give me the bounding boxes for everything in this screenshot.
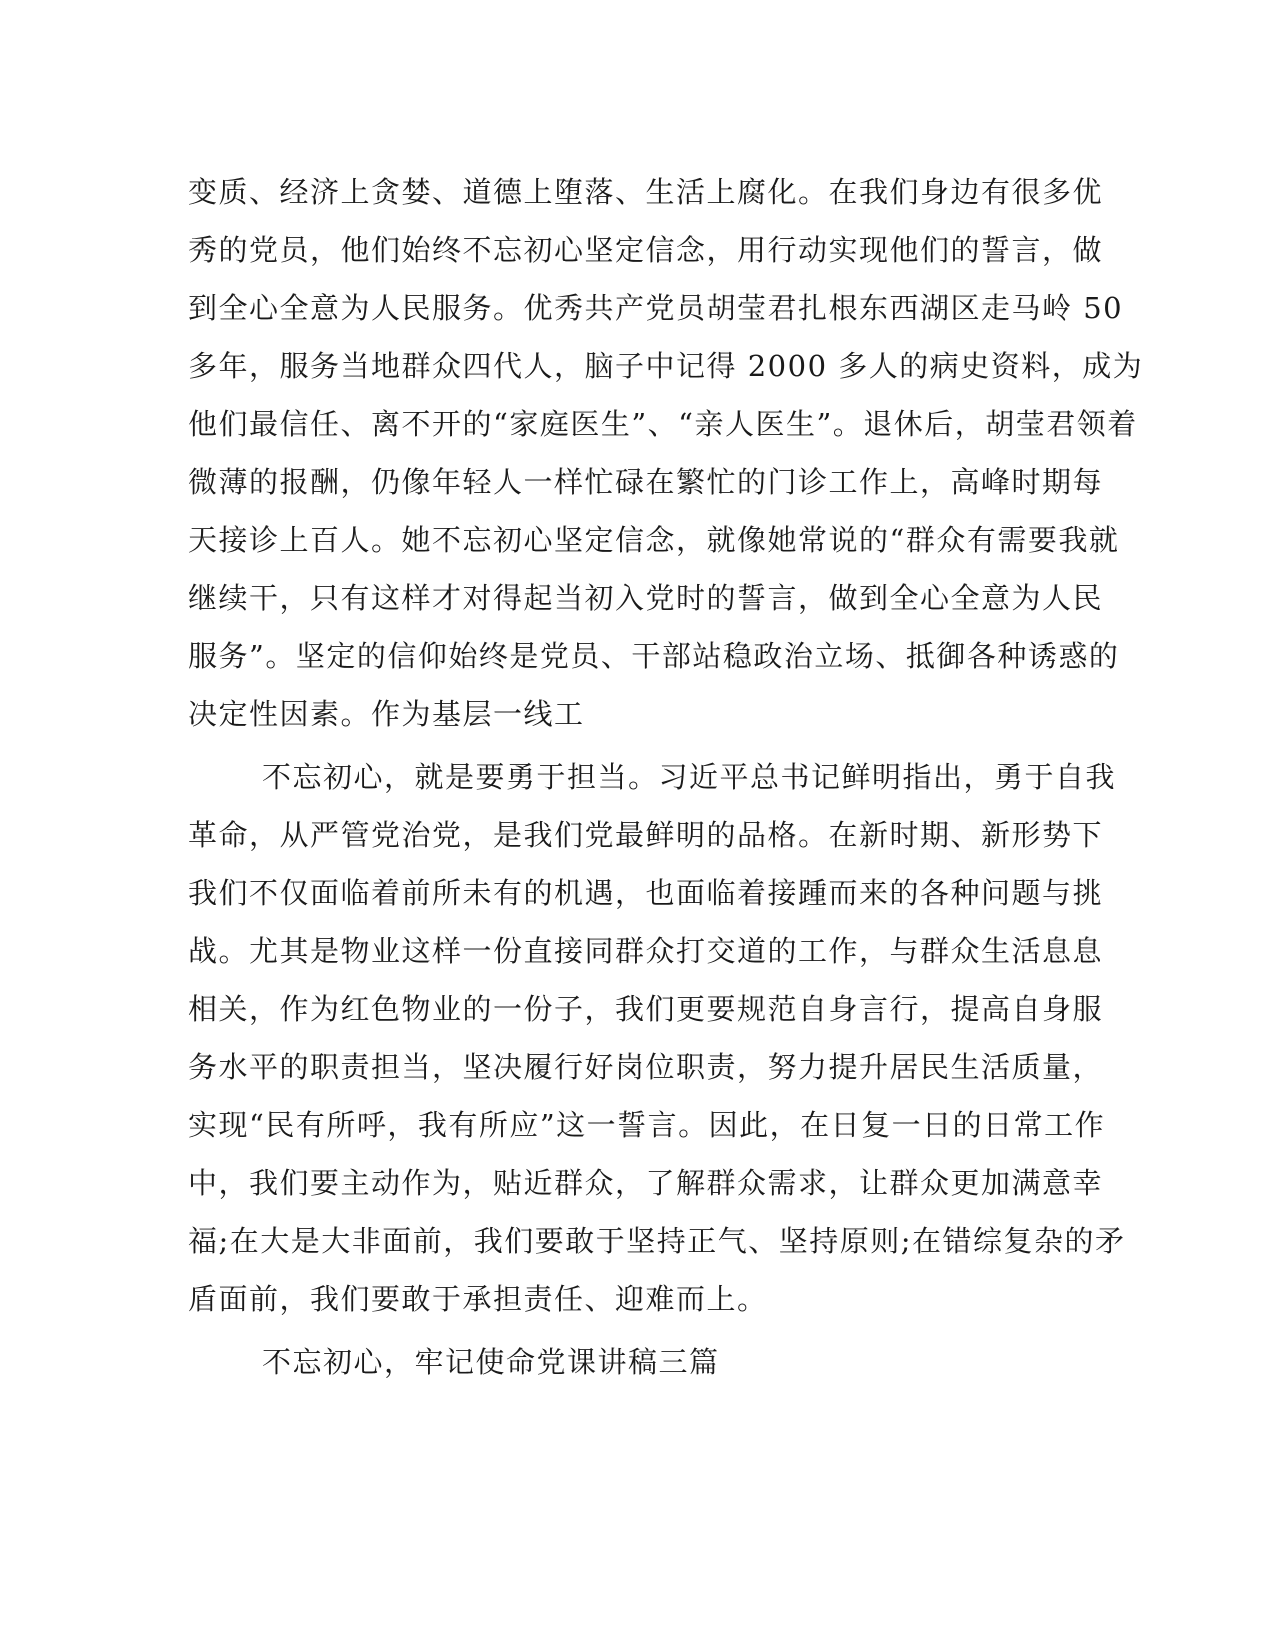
text-line: 实现“民有所呼，我有所应”这一誓言。因此，在日复一日的日常工作 bbox=[188, 1108, 1106, 1142]
text-line: 继续干，只有这样才对得起当初入党时的誓言，做到全心全意为人民 bbox=[188, 581, 1104, 615]
text-line: 战。尤其是物业这样一份直接同群众打交道的工作，与群众生活息息 bbox=[188, 934, 1104, 968]
text-line: 福;在大是大非面前，我们要敢于坚持正气、坚持原则;在错综复杂的矛 bbox=[188, 1224, 1126, 1258]
text-line: 服务”。坚定的信仰始终是党员、干部站稳政治立场、抵御各种诱惑的 bbox=[188, 639, 1120, 673]
text-line: 到全心全意为人民服务。优秀共产党员胡莹君扎根东西湖区走马岭 50 bbox=[188, 291, 1124, 325]
text-line: 秀的党员，他们始终不忘初心坚定信念，用行动实现他们的誓言，做 bbox=[188, 233, 1104, 267]
text-line: 革命，从严管党治党，是我们党最鲜明的品格。在新时期、新形势下 bbox=[188, 818, 1104, 852]
text-line: 变质、经济上贪婪、道德上堕落、生活上腐化。在我们身边有很多优 bbox=[188, 175, 1104, 209]
text-line: 盾面前，我们要敢于承担责任、迎难而上。 bbox=[188, 1282, 768, 1316]
text-line: 我们不仅面临着前所未有的机遇，也面临着接踵而来的各种问题与挑 bbox=[188, 876, 1104, 910]
document-body bbox=[188, 163, 1144, 1391]
section-title-line: 不忘初心，牢记使命党课讲稿三篇 bbox=[262, 1345, 720, 1379]
text-line: 他们最信任、离不开的“家庭医生”、“亲人医生”。退休后，胡莹君领着 bbox=[188, 407, 1138, 441]
text-line: 决定性因素。作为基层一线工 bbox=[188, 697, 585, 731]
text-line: 务水平的职责担当，坚决履行好岗位职责，努力提升居民生活质量， bbox=[188, 1050, 1104, 1084]
text-line: 多年，服务当地群众四代人，脑子中记得 2000 多人的病史资料，成为 bbox=[188, 349, 1144, 383]
text-line: 微薄的报酬，仍像年轻人一样忙碌在繁忙的门诊工作上，高峰时期每 bbox=[188, 465, 1104, 499]
paragraph-start-line: 不忘初心，就是要勇于担当。习近平总书记鲜明指出，勇于自我 bbox=[262, 760, 1117, 794]
text-line: 天接诊上百人。她不忘初心坚定信念，就像她常说的“群众有需要我就 bbox=[188, 523, 1120, 557]
text-line: 中，我们要主动作为，贴近群众，了解群众需求，让群众更加满意幸 bbox=[188, 1166, 1104, 1200]
text-line: 相关，作为红色物业的一份子，我们更要规范自身言行，提高自身服 bbox=[188, 992, 1104, 1026]
